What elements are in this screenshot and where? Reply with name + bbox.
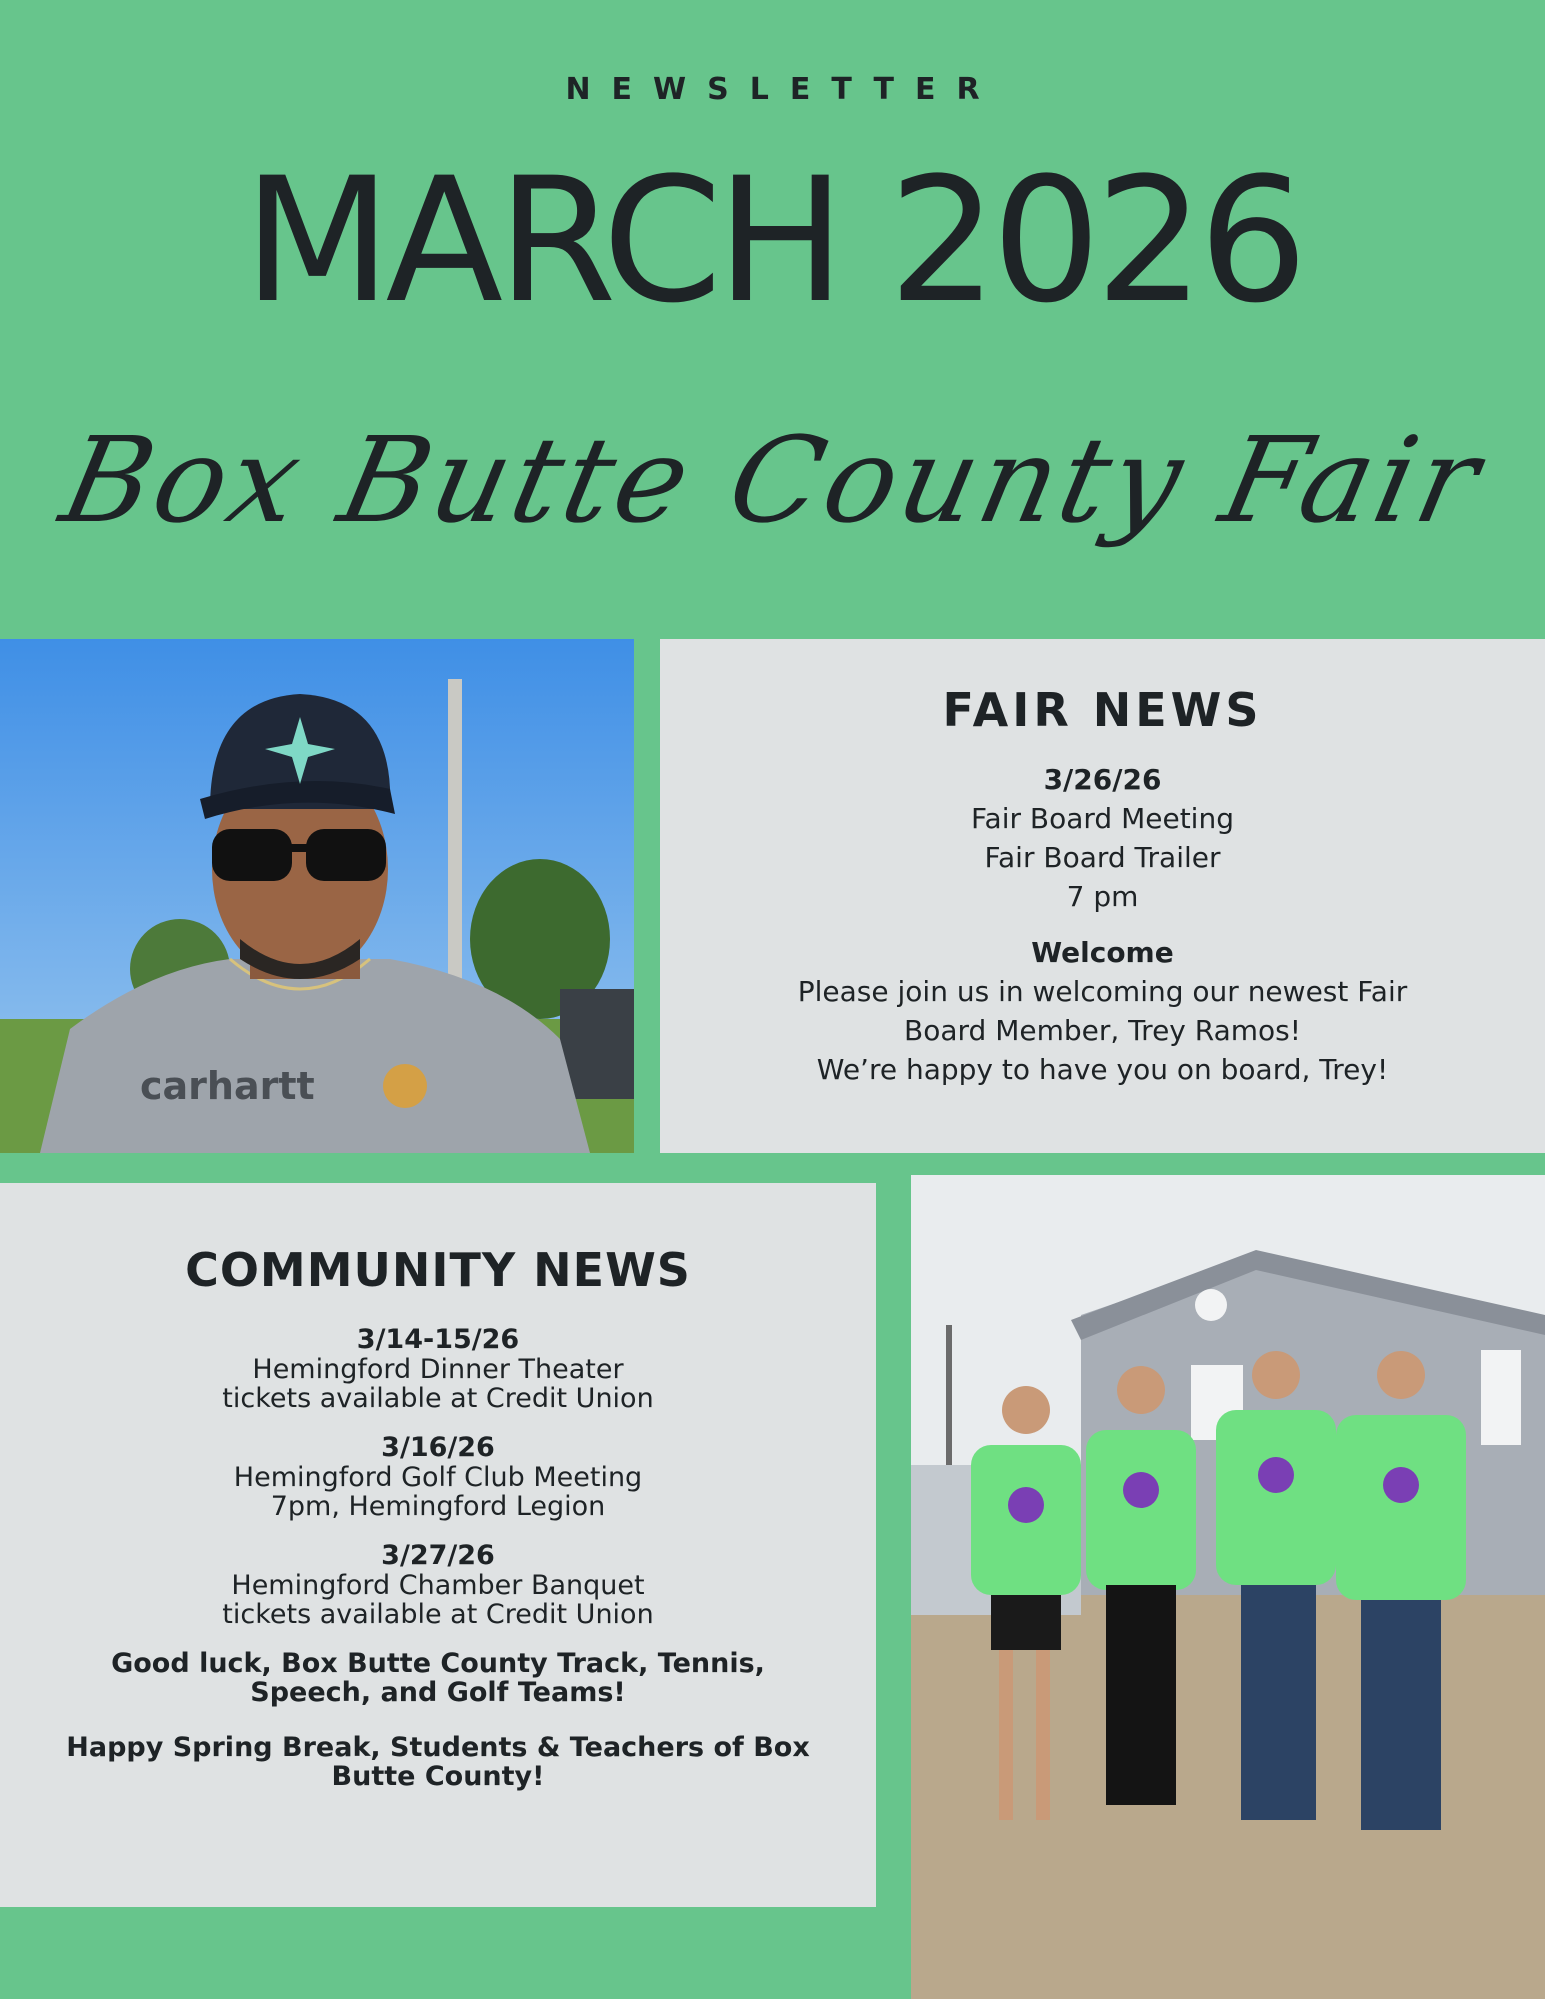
event-date: 3/16/26	[381, 1432, 495, 1463]
welcome-line: Please join us in welcoming our newest Fair	[797, 975, 1408, 1008]
event-line: Hemingford Dinner Theater	[252, 1354, 624, 1385]
event-line: Hemingford Golf Club Meeting	[233, 1462, 643, 1493]
event-line: tickets available at Credit Union	[222, 1383, 654, 1414]
month-title: MARCH 2026	[243, 140, 1302, 341]
newsletter-label: NEWSLETTER	[565, 72, 1001, 107]
shirt-logo-text: carhartt	[140, 1064, 315, 1108]
event-line: tickets available at Credit Union	[222, 1599, 654, 1630]
meeting-line: Fair Board Meeting	[971, 802, 1234, 835]
board-member-photo	[0, 639, 634, 1153]
community-event	[0, 1541, 876, 1629]
community-news-panel	[0, 1183, 876, 1907]
shoutout-text: Good luck, Box Butte County Track, Tennis, Speech, and Golf Teams!	[111, 1648, 765, 1708]
event-date: 3/14-15/26	[356, 1324, 520, 1355]
meeting-date: 3/26/26	[1043, 763, 1162, 796]
group-photo	[911, 1175, 1545, 1999]
community-event	[0, 1433, 876, 1521]
welcome-line: Board Member, Trey Ramos!	[904, 1014, 1301, 1047]
event-date: 3/27/26	[381, 1540, 495, 1571]
shoutout-text: Happy Spring Break, Students & Teachers of Box Butte County!	[66, 1732, 810, 1792]
meeting-line: Fair Board Trailer	[984, 841, 1221, 874]
organization-script-title: Box Butte County Fair	[50, 411, 1495, 549]
fair-news-panel	[660, 639, 1545, 1153]
meeting-line: 7 pm	[1066, 880, 1139, 913]
welcome-line: We’re happy to have you on board, Trey!	[816, 1053, 1389, 1086]
event-line: 7pm, Hemingford Legion	[270, 1491, 606, 1522]
community-event	[0, 1325, 876, 1413]
fair-news-heading: FAIR NEWS	[942, 683, 1263, 737]
community-news-heading: COMMUNITY NEWS	[185, 1243, 691, 1297]
event-line: Hemingford Chamber Banquet	[231, 1570, 645, 1601]
welcome-title: Welcome	[1031, 936, 1174, 969]
